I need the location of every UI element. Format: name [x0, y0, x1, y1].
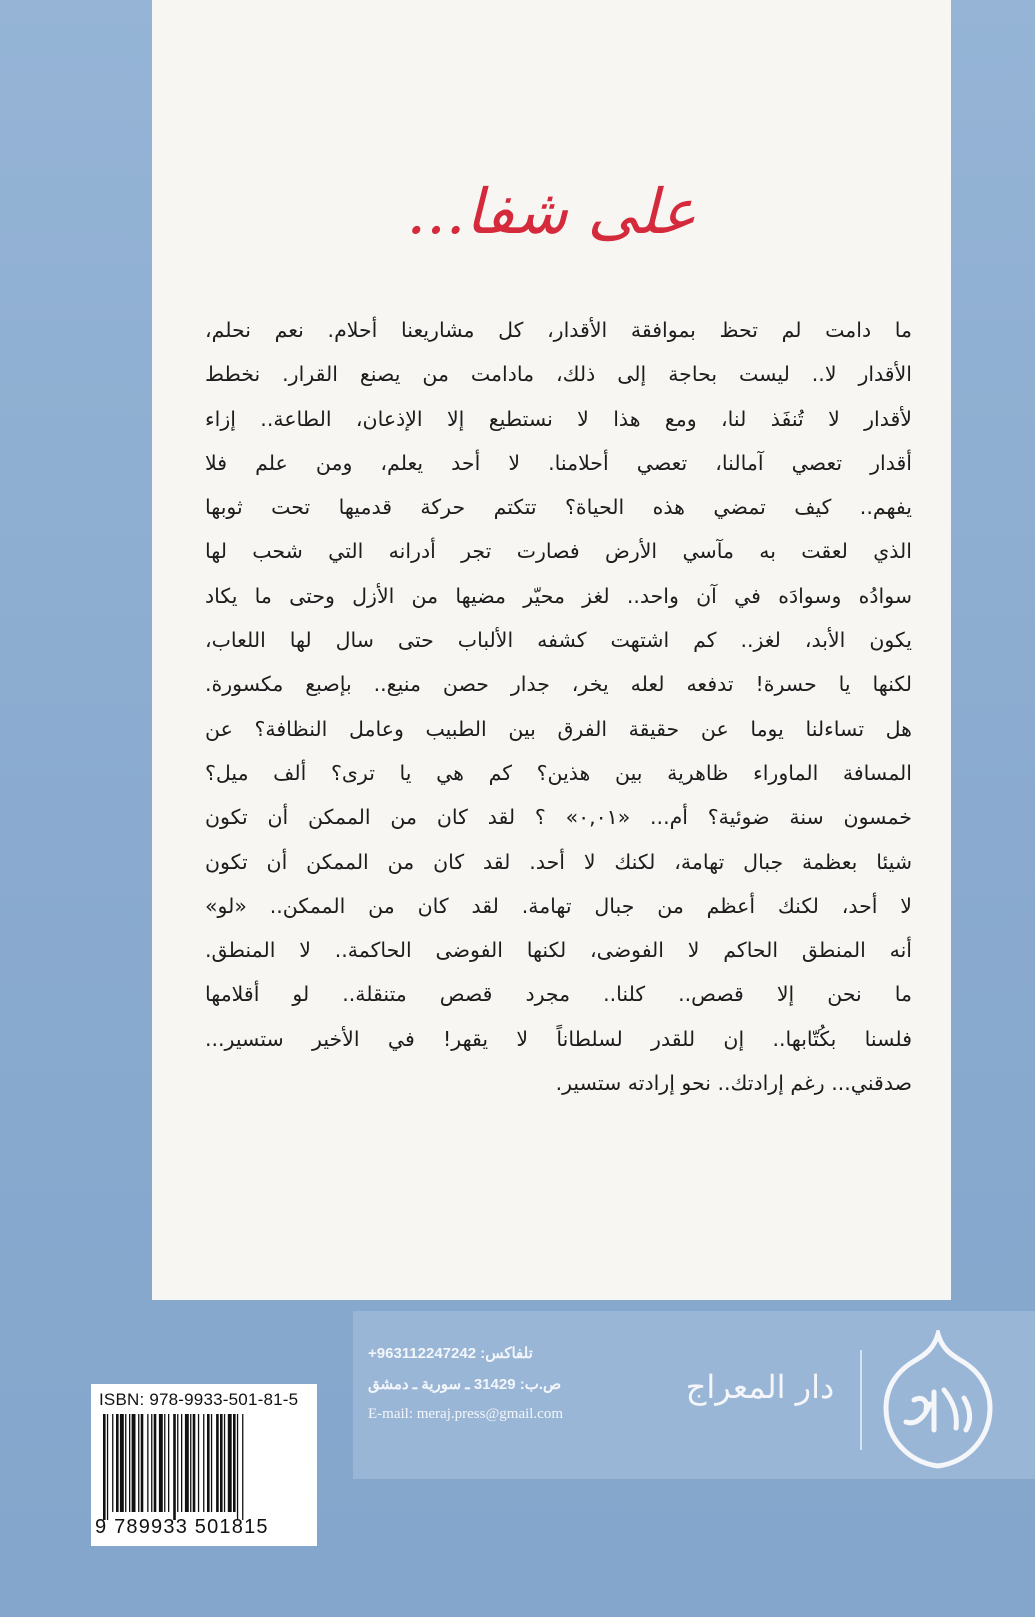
barcode-bar — [211, 1414, 212, 1512]
blurb-line: صدقني... رغم إرادتك.. نحو إرادته ستسير. — [555, 1071, 912, 1096]
barcode-bar — [233, 1414, 236, 1512]
blurb-line: المسافة الماوراء ظاهرية بين هذين؟ كم هي يا ترى؟ ألف ميل؟ — [205, 760, 912, 785]
blurb-line: سوادُه وسوادَه في آن واحد.. لغز محيّر مضيها من الأزل وحتى ما يكاد — [205, 583, 912, 608]
publisher-logo-icon — [878, 1330, 998, 1470]
blurb-line: ما دامت لم تحظ بموافقة الأقدار، كل مشاريعنا أحلام. نعم نحلم، — [205, 318, 912, 342]
barcode-bar — [237, 1414, 238, 1520]
blurb-line: يفهم.. كيف تمضي هذه الحياة؟ تتكتم حركة قدميها تحت ثوبها — [205, 495, 912, 520]
barcode-bar — [112, 1414, 113, 1512]
barcode-icon — [101, 1414, 307, 1520]
blurb-line: خمسون سنة ضوئية؟ أم... «٠,٠١» ؟ لقد كان من الممكن أن تكون — [205, 805, 912, 830]
blurb-line: فلسنا بكُتّابها.. إن للقدر لسلطاناً لا يقهر! في الأخير ستسير... — [205, 1026, 912, 1051]
blurb-line: يكون الأبد، لغز.. كم اشتهت كشفه الألباب حتى سال لها اللعاب، — [205, 628, 912, 653]
blurb-line: لكنها يا حسرة! تدفعه لعله يخر، جدار حصن منيع.. بإصبع مكسورة. — [205, 672, 912, 697]
barcode-bar — [190, 1414, 191, 1512]
blurb-line: أنه المنطق الحاكم لا الفوضى، لكنها الفوضى الحاكمة.. لا المنطق. — [205, 938, 912, 963]
barcode-bar — [173, 1414, 176, 1520]
barcode-bar — [129, 1414, 130, 1512]
blurb-text — [205, 308, 912, 1105]
book-title: على شفا... — [406, 175, 697, 248]
blurb-line: لأقدار لا تُنفَذ لنا، ومع هذا لا نستطيع إلا الإذعان، الطاعة.. إزاء — [205, 406, 912, 431]
barcode-bar — [216, 1414, 219, 1512]
barcode-bar — [181, 1414, 182, 1512]
barcode-bar — [132, 1414, 136, 1512]
publisher-name: دار المعراج — [685, 1368, 835, 1406]
blurb-line: الأقدار لا.. ليست بحاجة إلى ذلك، مادامت من يصنع القرار. نخطط — [205, 362, 912, 387]
barcode-digits: 9 789933 501815 — [95, 1516, 269, 1538]
blurb-line: هل تساءلنا يوما عن حقيقة الفرق بين الطبيب وعامل النظافة؟ عن — [205, 716, 912, 741]
publisher-phone: تلفاكس: 963112247242+ — [368, 1345, 533, 1362]
barcode-bar — [198, 1414, 199, 1512]
barcode-bar — [159, 1414, 163, 1512]
barcode-bar — [125, 1414, 126, 1512]
blurb-line: لا أحد، لكنك أعظم من جبال تهامة. لقد كان من الممكن.. «لو» — [205, 893, 912, 918]
barcode-bar — [242, 1414, 243, 1520]
barcode-bar — [147, 1414, 148, 1512]
barcode-bar — [141, 1414, 144, 1512]
publisher-pobox: ص.ب: 31429 ـ سورية ـ دمشق — [368, 1376, 562, 1393]
barcode-bar — [138, 1414, 139, 1512]
barcode-bar — [177, 1414, 178, 1512]
isbn-barcode-box — [91, 1384, 317, 1546]
isbn-label: ISBN: 978-9933-501-81-5 — [99, 1390, 299, 1409]
blurb-line: شيئا بعظمة جبال تهامة، لكنك لا أحد. لقد كان من الممكن أن تكون — [205, 849, 912, 874]
barcode-bar — [103, 1414, 106, 1520]
blurb-line: ما نحن إلا قصص.. كلنا.. مجرد قصص متنقلة.. لو أقلامها — [205, 982, 912, 1007]
barcode-bar — [107, 1414, 108, 1520]
publisher-email: E-mail: meraj.press@gmail.com — [368, 1406, 564, 1422]
barcode-bar — [120, 1414, 124, 1512]
barcode-bar — [203, 1414, 204, 1512]
barcode-bar — [207, 1414, 210, 1512]
barcode-bar — [164, 1414, 165, 1512]
barcode-bar — [193, 1414, 196, 1512]
barcode-bar — [224, 1414, 225, 1512]
blurb-line: الذي لعقت به مآسي الأرض فصارت تجر أدرانه التي شحب لها — [205, 539, 912, 564]
barcode-bar — [116, 1414, 119, 1512]
barcode-bar — [220, 1414, 223, 1512]
barcode-bar — [168, 1414, 169, 1512]
blurb-line: أقدار تعصي آمالنا، تعصي أحلامنا. لا أحد يعلم، ومن علم فلا — [205, 450, 912, 475]
barcode-bar — [185, 1414, 189, 1512]
barcode-bar — [151, 1414, 152, 1512]
barcode-bar — [228, 1414, 232, 1512]
divider — [860, 1350, 862, 1450]
barcode-bar — [154, 1414, 157, 1512]
